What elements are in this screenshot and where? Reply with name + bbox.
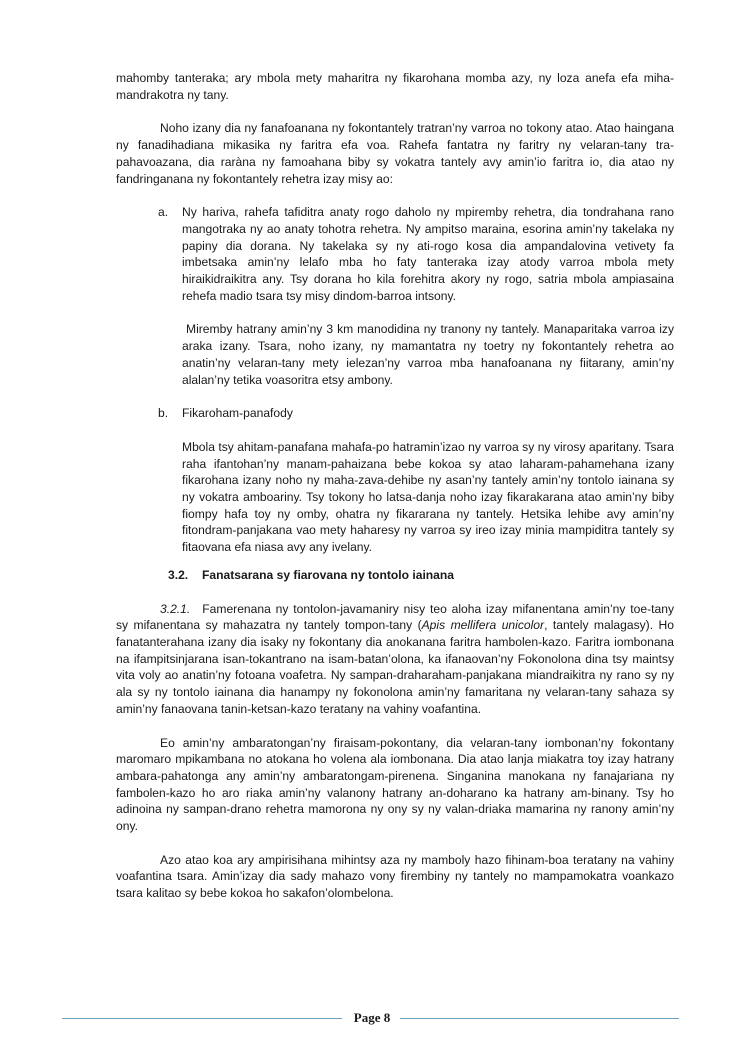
- paragraph-3-2-1-text-a: Famerenana ny tontolon-javamaniry nisy teo aloha izay mifanentana amin’ny toe-tany sy mifanentana sy mahazatra ny tantely tompon-tany (: [116, 601, 674, 633]
- list-item-b-text: Fikaroham-panafody: [182, 406, 293, 421]
- page-number: Page 8: [353, 1010, 391, 1025]
- list-item-a-subparagraph: [116, 321, 674, 388]
- page-footer: [62, 1010, 679, 1026]
- section-heading-text: Fanatsarana sy fiarovana ny tontolo iainana: [202, 567, 455, 582]
- document-body: [116, 70, 674, 902]
- paragraph-intro: Noho izany dia ny fanafoanana ny fokontantely tratran’ny varroa no tokony atao. Atao haingana ny fanadihadiana mikasika ny faritra efa voa. Rahefa fantatra ny faritry ny velaran-tany tra-pahavoazana, dia raràna ny famoahana biby sy vokatra tantely avy amin’io faritra io, dia atao ny fandringanana ny fokontantely rehetra izay misy ao:: [116, 121, 674, 186]
- section-heading: [116, 567, 674, 584]
- subsection-number: 3.2.1.: [160, 601, 191, 616]
- footer-rule-left: [62, 1018, 342, 1019]
- list-item-a-text: Ny hariva, rahefa tafiditra anaty rogo daholo ny mpiremby rehetra, dia tondrahana rano mangotraka ny ao anaty tohotra rehetra. Ny ampitso maraina, esorina amin’ny takelaka ny papiny dia dorana. Ny takelaka sy ny ati-rogo kosa dia ampandalovina vetivety fa imbetsaka amin’ny lelafo mba ho faty tanteraka izay atody varroa mbola mety hiraikidraikitra any. Tsy dorana ho kila forehitra akory ny rogo, satria mbola ampiasaina rehefa madio tsara tsy misy dindom-barroa intsony.: [182, 205, 674, 303]
- paragraph-hazo-fihinam-boa: Azo atao koa ary ampirisihana mihintsy aza ny mamboly hazo fihinam-boa teratany na vahiny voafantina tsara. Amin’izay dia sady mahazo vony firembiny ny tantely no mampamokatra voankazo tsara kalitao sy bebe kokoa ho sakafon’olombelona.: [116, 852, 674, 901]
- species-name: Apis mellifera unicolor: [421, 618, 545, 633]
- list-item-a: [116, 204, 674, 304]
- list-item-a-subparagraph-text: Miremby hatrany amin’ny 3 km manodidina ny tranony ny tantely. Manaparitaka varroa izy araka izany. Tsara, noho izany, ny mamantatra ny toetry ny fokontantely rehetra ao anatin’ny velaran-tany mety ielezan’ny varroa mba hanafoanana ny fiitarany, amin’ny alalan’ny tetika voasoritra etsy ambony.: [182, 322, 674, 387]
- paragraph-3-2-1: [116, 601, 674, 718]
- section-heading-number: 3.2.: [168, 567, 189, 582]
- list-marker-a: a.: [158, 205, 169, 220]
- paragraph-continuation: mahomby tanteraka; ary mbola mety maharitra ny fikarohana momba azy, ny loza anefa efa miha-mandrakotra ny tany.: [116, 71, 674, 102]
- paragraph-3-2-1-text-b: , tantely malagasy). Ho fanatanterahana izany dia isaky ny fokontany dia anokanana faritra hambolen-kazo. Faritra iombonana na ifampitsinjarana isan-tokantrano na isam-batan’olona, ka ifanaovan’ny Fokonolona dina tsy maintsy vita voly ao anatin’ny fotoana voafetra. Ny sampan-draharaham-panjakana miandraikitra ny rano sy ny ala sy ny tontolo iainana dia hanampy ny fokonolona amin’ny famaritana ny velaran-tany sahaza sy amin’ny fanaovana tanin-ketsan-kazo teratany na vahiny voafantina.: [116, 618, 674, 716]
- list-item-b-subparagraph: Mbola tsy ahitam-panafana mahafa-po hatramin’izao ny varroa sy ny virosy aparitany. Tsara raha ifantohan’ny manam-pahaizana bebe kokoa sy atao laharam-pahamehana izany fikarohana izany noho ny maha-zava-dehibe ny asan’ny tantely amin’ny tontolo iainana sy ny vokatra amboariny. Tsy tokony ho latsa-danja noho izay fikarakarana atao amin’ny biby fiompy hafa toy ny omby, ohatra ny fikararana ny tantely. Hetsika lehibe avy amin’ny fitondram-panjakana vao mety haharesy ny varroa sy ireo izay minia mampiditra tantely sy fitaovana efa niasa avy any ivelany.: [182, 439, 674, 555]
- list-item-b: [116, 405, 674, 422]
- paragraph-firaisana: Eo amin’ny ambaratongan’ny firaisam-pokontany, dia velaran-tany iombonan’ny fokontany maromaro mpikambana no atokana ho volena ala iombonana. Dia atao lanja miakatra toy izay hatrany ambara-pahatonga any amin’ny ambaratongam-pirenena. Singanina manokana ny fanajariana ny fambolen-kazo ho aro riaka amin’ny valanony hatrany an-doharano ka hatrany am-binany. Tsy ho adinoina ny sampan-drano rehetra mamorona ny ony sy ny valan-driaka mamarina ny ranony amin’ny ony.: [116, 735, 674, 834]
- list-marker-b: b.: [158, 406, 169, 421]
- footer-rule-right: [400, 1018, 679, 1019]
